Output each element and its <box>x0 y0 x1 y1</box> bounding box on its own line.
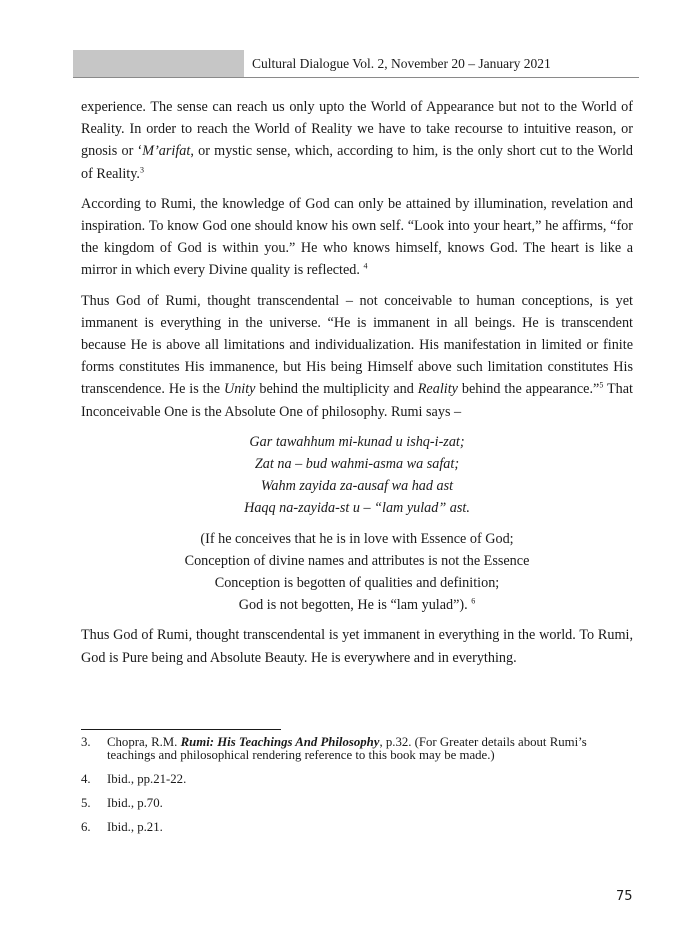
term-marifat: M’arifat <box>142 143 191 160</box>
footnotes <box>81 736 633 845</box>
page-number: 75 <box>616 889 633 904</box>
paragraph-3: Thus God of Rumi, thought transcendental – not conceivable to human conceptions, is yet immanent is everything in the universe. “He is immanent in all beings. He is transcendent because He is above all limitations and individualization. His manifestation in limited or finite forms constitutes His immanence, but His being Himself above such limitation constitutes His transcendence. He is the Unity behind the multiplicity and Reality behind the appearance.”$^5$ That Inconceivable One is the Absolute One of philosophy. Rumi says – <box>81 292 633 420</box>
footnote-number: 3. <box>81 735 91 749</box>
footnote-number: 4. <box>81 772 91 786</box>
footnote-6: 6. Ibid., p.21. <box>81 820 163 834</box>
paragraph-1: experience. The sense can reach us only upto the World of Appearance but not to the World of Reality. In order to reach the World of Reality we have to take recourse to intuitive reason, or gnosis or ‘M’arifat, or mystic sense, which, according to him, is the only short cut to the World of Reality.$^3$ <box>81 99 633 182</box>
translation-line: (If he conceives that he is in love with Essence of God; <box>200 530 514 547</box>
term-reality: Reality <box>417 381 458 398</box>
footnote-3: 3. Chopra, R.M. Rumi: His Teachings And Philosophy, p.32. (For Greater details about Rumi’s teachings and philosophical rendering reference to this book may be made.) <box>81 735 587 762</box>
footnote-rule <box>81 729 281 730</box>
verse-translation <box>81 528 633 617</box>
footnote-4: 4. Ibid., pp.21-22. <box>81 772 187 786</box>
paragraph-4: Thus God of Rumi, thought transcendental is yet immanent in everything in the world. To Rumi, God is Pure being and Absolute Beauty. He is everywhere and in everything. <box>81 627 633 666</box>
footnote-number: 5. <box>81 796 91 810</box>
footnote-ref-3[interactable]: 3 <box>139 164 144 174</box>
article-body <box>81 96 633 677</box>
header-rule <box>73 77 639 78</box>
verse-line: Haqq na-zayida-st u – “lam yulad” ast. <box>244 500 470 517</box>
translation-line: God is not begotten, He is “lam yulad”). $^6$ <box>238 596 476 614</box>
footnote-ref-5[interactable]: 5 <box>599 380 604 390</box>
header-shaded-block <box>73 50 244 77</box>
running-header: Cultural Dialogue Vol. 2, November 20 – January 2021 <box>252 56 551 71</box>
paragraph-2: According to Rumi, the knowledge of God can only be attained by illumination, revelation and inspiration. To know God one should know his own self. “Look into your heart,” he affirms, “for the kingdom of God is within you.” He who knows himself, knows God. The heart is like a mirror in which every Divine quality is reflected. $^4$ <box>81 195 633 279</box>
footnote-number: 6. <box>81 820 91 834</box>
verse-line: Wahm zayida za-ausaf wa had ast <box>260 478 454 495</box>
book-title: Rumi: His Teachings And Philosophy <box>180 735 380 749</box>
footnote-5: 5. Ibid., p.70. <box>81 796 163 810</box>
translation-line: Conception is begotten of qualities and definition; <box>214 575 500 592</box>
translation-line: Conception of divine names and attributes is not the Essence <box>184 552 530 569</box>
persian-verse <box>81 431 633 520</box>
term-unity: Unity <box>223 381 256 398</box>
footnote-ref-6[interactable]: 6 <box>471 596 476 606</box>
verse-line: Gar tawahhum mi-kunad u ishq-i-zat; <box>249 433 465 450</box>
footnote-ref-4[interactable]: 4 <box>363 261 368 271</box>
verse-line: Zat na – bud wahmi-asma wa safat; <box>254 456 460 473</box>
